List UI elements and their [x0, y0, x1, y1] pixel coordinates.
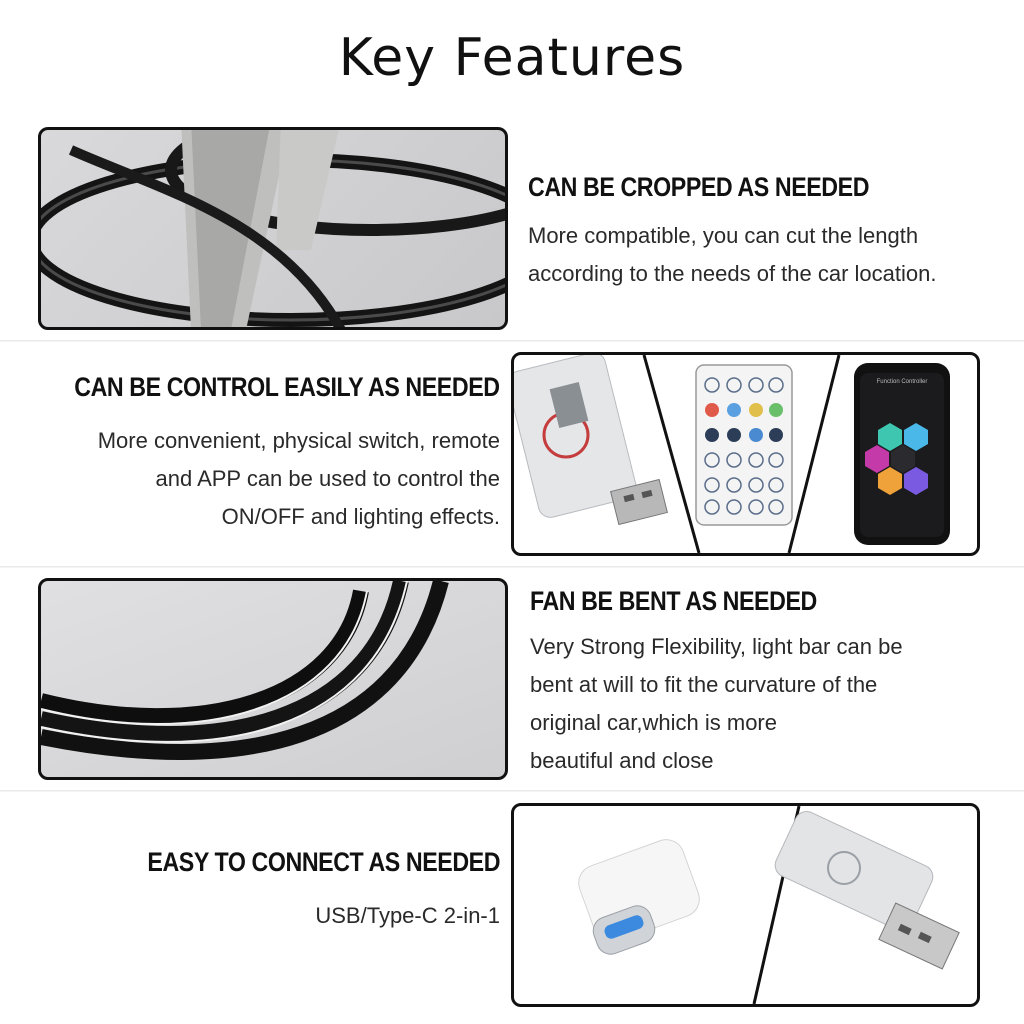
usb-typec-adapter-photo — [511, 803, 980, 1007]
feature-line: More compatible, you can cut the length — [528, 223, 919, 248]
feature-line: USB/Type-C 2-in-1 — [315, 903, 500, 928]
type-c-adapter-icon — [574, 835, 705, 959]
feature-heading-bend: FAN BE BENT AS NEEDED — [530, 586, 817, 616]
bent-strip-photo — [38, 578, 508, 780]
feature-line: beautiful and close — [530, 748, 714, 773]
feature-line: bent at will to fit the curvature of the — [530, 672, 878, 697]
cut-strip-photo — [38, 127, 508, 330]
feature-line: and APP can be used to control the — [155, 466, 500, 491]
feature-line: ON/OFF and lighting effects. — [221, 504, 500, 529]
feature-text-crop — [528, 217, 936, 293]
usb-controller-icon — [514, 355, 667, 525]
usb-stick-icon — [771, 808, 959, 969]
feature-heading-connect: EASY TO CONNECT AS NEEDED — [147, 847, 500, 877]
remote-control-icon — [696, 365, 792, 525]
control-methods-photo — [511, 352, 980, 556]
feature-text-control — [98, 422, 500, 536]
phone-app-icon — [854, 363, 950, 545]
feature-heading-control: CAN BE CONTROL EASILY AS NEEDED — [74, 372, 500, 402]
phone-app-header: Function Controller — [876, 379, 928, 385]
feature-text-bend — [530, 628, 903, 780]
feature-text-connect — [315, 897, 500, 935]
page-title: Key Features — [338, 28, 686, 88]
section-divider — [0, 790, 1024, 792]
feature-heading-crop: CAN BE CROPPED AS NEEDED — [528, 172, 870, 202]
feature-line: More convenient, physical switch, remote — [97, 428, 500, 453]
feature-line: according to the needs of the car location. — [528, 261, 937, 286]
feature-line: Very Strong Flexibility, light bar can be — [530, 634, 903, 659]
feature-line: original car,which is more — [530, 710, 777, 735]
section-divider — [0, 566, 1024, 568]
section-divider — [0, 340, 1024, 342]
